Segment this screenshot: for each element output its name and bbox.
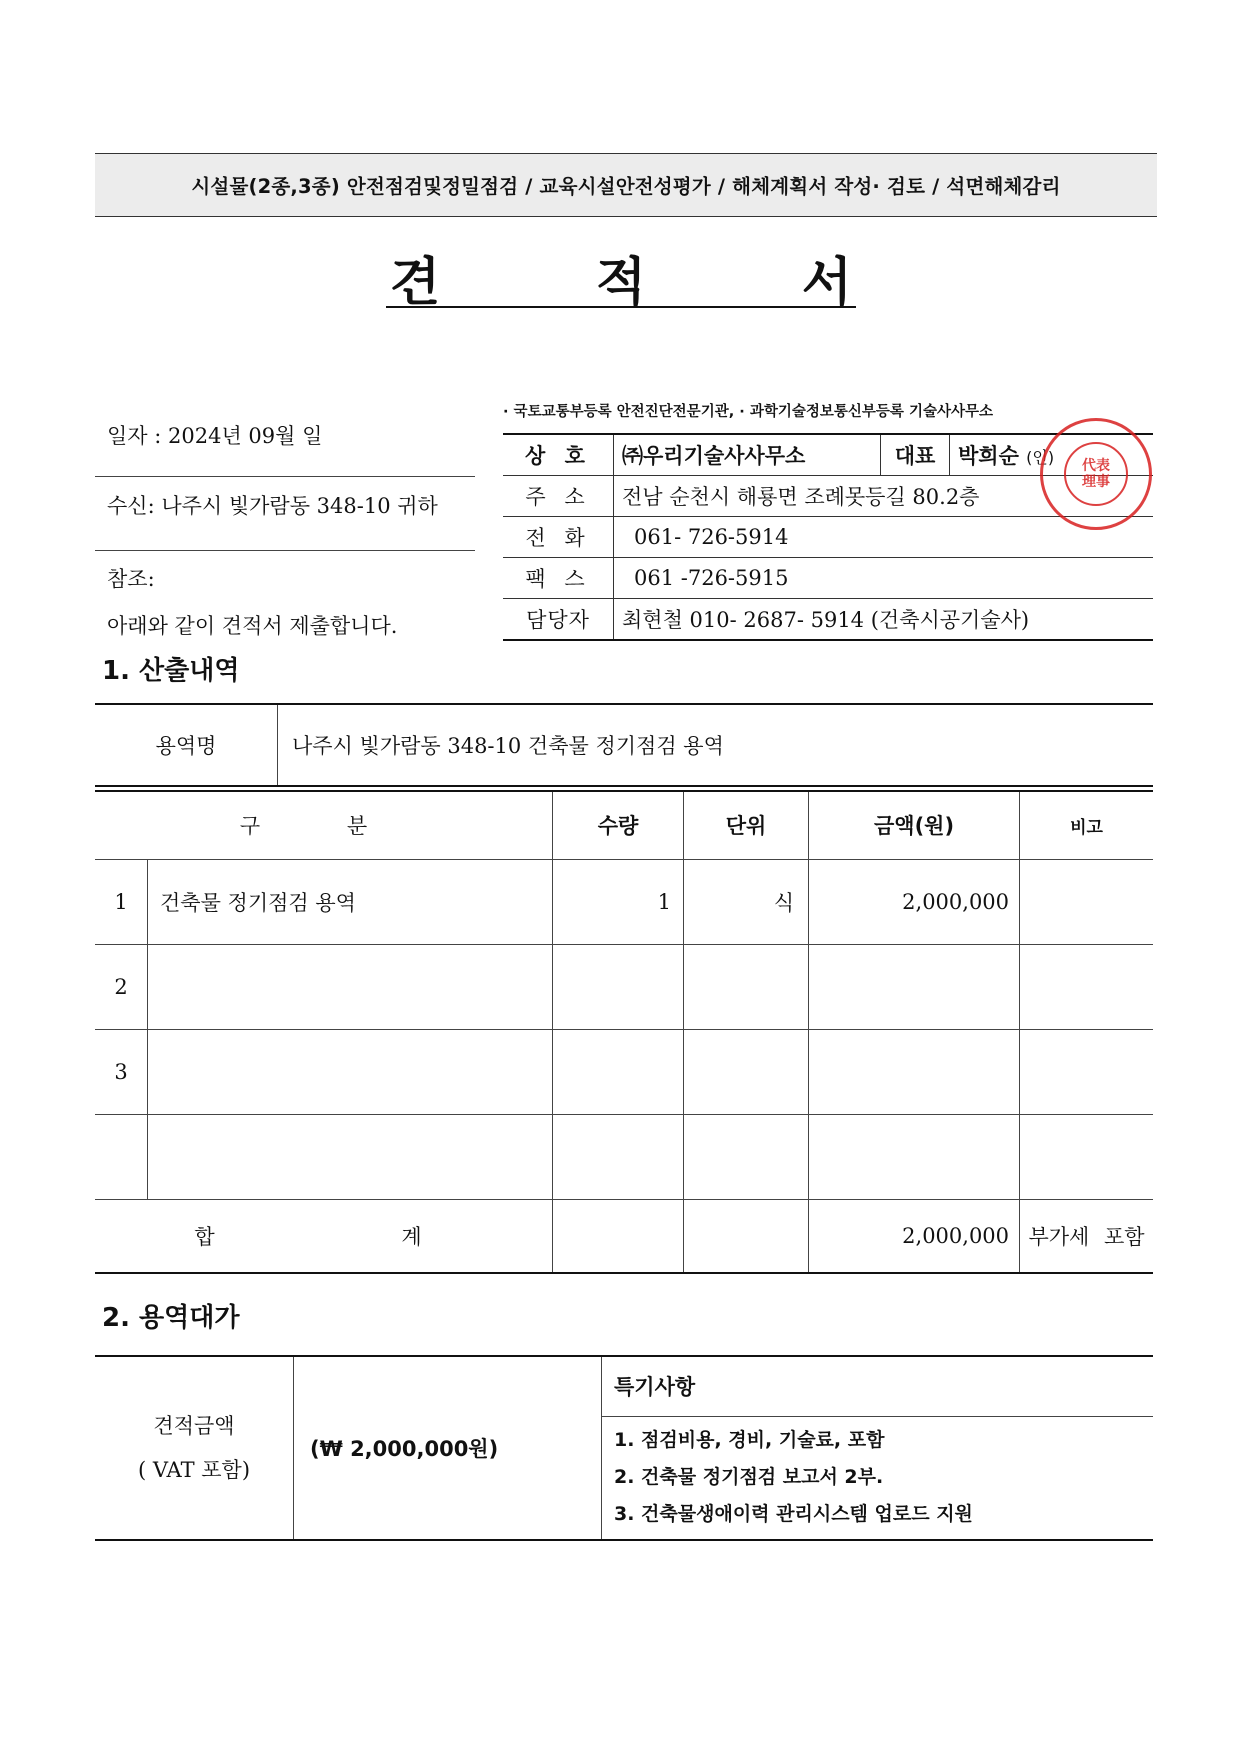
fax-label: 팩 스 bbox=[503, 558, 614, 599]
row-unit bbox=[684, 944, 809, 1029]
title-char-1: 견 bbox=[390, 252, 441, 313]
total-amount: 2,000,000 bbox=[809, 1199, 1020, 1273]
table-row bbox=[95, 944, 1153, 1029]
estimate-label: 견적금액 bbox=[153, 1414, 235, 1438]
phone-label: 전 화 bbox=[503, 517, 614, 558]
row-amount bbox=[809, 944, 1020, 1029]
row-note bbox=[1020, 1114, 1153, 1199]
estimate-label-cell bbox=[95, 1356, 294, 1540]
company-name: ㈜우리기술사사무소 bbox=[614, 434, 881, 476]
row-unit bbox=[684, 1114, 809, 1199]
company-seal-stamp bbox=[1040, 418, 1152, 530]
statement-line: 아래와 같이 견적서 제출합니다. bbox=[107, 614, 398, 638]
section2-heading: 2. 용역대가 bbox=[102, 1303, 240, 1333]
row-number: 2 bbox=[95, 944, 148, 1029]
row-note bbox=[1020, 859, 1153, 944]
row-amount bbox=[809, 1029, 1020, 1114]
seal-inner-ring bbox=[1064, 442, 1128, 506]
estimate-amount: (₩ 2,000,000원) bbox=[294, 1356, 602, 1540]
special-notes bbox=[602, 1416, 1154, 1540]
fax-value: 061 -726-5915 bbox=[614, 558, 1154, 599]
header-category: 구 분 bbox=[95, 791, 553, 859]
row-number bbox=[95, 1114, 148, 1199]
row-note bbox=[1020, 1029, 1153, 1114]
row-note bbox=[1020, 944, 1153, 1029]
phone-row bbox=[503, 517, 1153, 558]
estimate-vat-note: ( VAT 포함) bbox=[137, 1458, 251, 1482]
row-unit bbox=[684, 1029, 809, 1114]
recipient-line: 수신: 나주시 빛가람동 348-10 귀하 bbox=[107, 494, 438, 518]
service-name: 나주시 빛가람동 348-10 건축물 정기점검 용역 bbox=[278, 704, 1154, 786]
row-qty bbox=[553, 1114, 684, 1199]
divider bbox=[95, 476, 475, 477]
service-fee-table bbox=[95, 1355, 1153, 1541]
row-qty bbox=[553, 944, 684, 1029]
name-label: 상 호 bbox=[503, 434, 614, 476]
special-heading: 특기사항 bbox=[602, 1356, 1154, 1416]
address-value: 전남 순천시 해룡면 조례못등길 80.2층 bbox=[614, 476, 1154, 517]
special-item: 2. 건축물 정기점검 보고서 2부. bbox=[614, 1466, 884, 1489]
phone-value: 061- 726-5914 bbox=[614, 517, 1154, 558]
row-amount: 2,000,000 bbox=[809, 859, 1020, 944]
contact-label: 담당자 bbox=[503, 599, 614, 641]
row-amount bbox=[809, 1114, 1020, 1199]
title-char-3: 서 bbox=[801, 252, 852, 313]
total-label: 합 계 bbox=[95, 1199, 553, 1273]
table-row bbox=[95, 1114, 1153, 1199]
document-title bbox=[386, 248, 856, 313]
total-unit bbox=[684, 1199, 809, 1273]
header-amount: 금액(원) bbox=[809, 791, 1020, 859]
row-item bbox=[148, 1114, 553, 1199]
rep-seal-mark: (인) bbox=[1026, 448, 1055, 467]
service-label: 용역명 bbox=[95, 704, 278, 786]
table-header-row bbox=[95, 791, 1153, 859]
row-qty: 1 bbox=[553, 859, 684, 944]
header-unit: 단위 bbox=[684, 791, 809, 859]
fax-row bbox=[503, 558, 1153, 599]
row-qty bbox=[553, 1029, 684, 1114]
header-banner: 시설물(2종,3종) 안전점검및정밀점검 / 교육시설안전성평가 / 해체계획서 작성· 검토 / 석면해체감리 bbox=[95, 153, 1157, 217]
row-item bbox=[148, 944, 553, 1029]
title-char-2: 적 bbox=[595, 252, 647, 313]
table-row bbox=[95, 1029, 1153, 1114]
row-number: 3 bbox=[95, 1029, 148, 1114]
reference-line: 참조: bbox=[107, 567, 155, 591]
section1-heading: 1. 산출내역 bbox=[102, 656, 240, 686]
address-label: 주 소 bbox=[503, 476, 614, 517]
header-note: 비고 bbox=[1020, 791, 1153, 859]
special-item: 1. 점검비용, 경비, 기술료, 포함 bbox=[614, 1429, 885, 1452]
header-qty: 수량 bbox=[553, 791, 684, 859]
row-item: 건축물 정기점검 용역 bbox=[148, 859, 553, 944]
contact-value: 최현철 010- 2687- 5914 (건축시공기술사) bbox=[614, 599, 1154, 641]
divider bbox=[95, 550, 475, 551]
seal-text: 代表理事 bbox=[1082, 458, 1110, 490]
rep-label: 대표 bbox=[881, 434, 950, 476]
rep-name: 박희순 bbox=[958, 444, 1019, 468]
row-number: 1 bbox=[95, 859, 148, 944]
total-qty bbox=[553, 1199, 684, 1273]
total-row bbox=[95, 1199, 1153, 1273]
service-name-table bbox=[95, 703, 1153, 787]
row-unit: 식 bbox=[684, 859, 809, 944]
table-row bbox=[95, 859, 1153, 944]
calculation-table bbox=[95, 790, 1153, 1274]
total-note: 부가세 포함 bbox=[1020, 1199, 1153, 1273]
date-line: 일자 : 2024년 09월 일 bbox=[107, 424, 323, 448]
row-item bbox=[148, 1029, 553, 1114]
contact-row bbox=[503, 599, 1153, 641]
registration-line: · 국토교통부등록 안전진단전문기관, · 과학기술정보통신부등록 기술사사무소 bbox=[503, 404, 993, 420]
special-item: 3. 건축물생애이력 관리시스템 업로드 지원 bbox=[614, 1503, 973, 1526]
